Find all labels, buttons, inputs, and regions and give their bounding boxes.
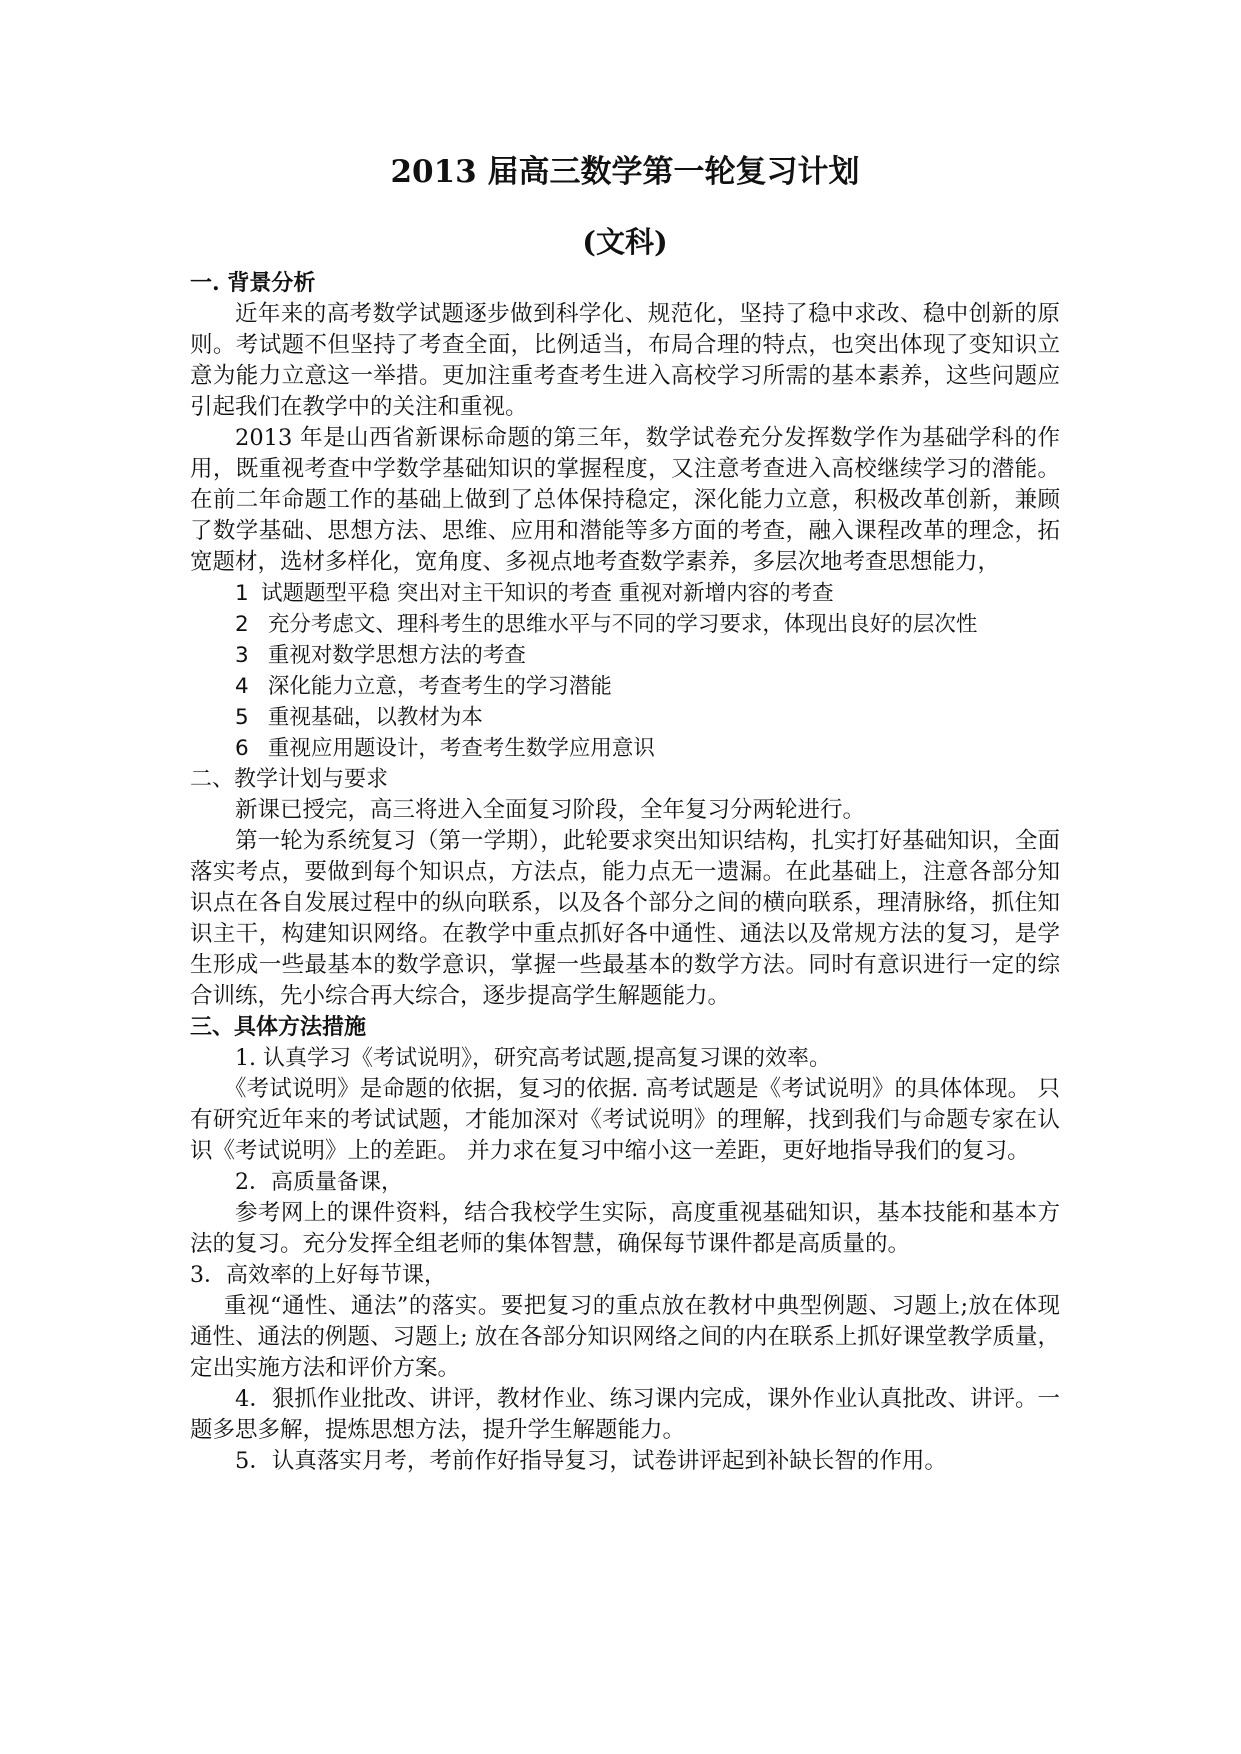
feature-list: [190, 578, 1060, 764]
section-teaching-plan: [190, 764, 1060, 1012]
list-item-number: 2: [235, 612, 249, 637]
paragraph: 2013 年是山西省新课标命题的第三年，数学试卷充分发挥数学作为基础学科的作用，既重视考查中学数学基础知识的掌握程度，又注意考查进入高校继续学习的潜能。在前二年命题工作的基础上做到了总体保持稳定，深化能力立意，积极改革创新，兼顾了数学基础、思想方法、思维、应用和潜能等多方面的考查，融入课程改革的理念，拓宽题材，选材多样化，宽角度、多视点地考查数学素养，多层次地考查思想能力，: [190, 425, 1060, 575]
list-item: [190, 733, 1060, 764]
section-background: [190, 268, 1060, 764]
paragraph: 近年来的高考数学试题逐步做到科学化、规范化，坚持了稳中求改、稳中创新的原则。考试题不但坚持了考查全面，比例适当，布局合理的特点，也突出体现了变知识立意为能力立意这一举措。更加注重考查考生进入高校学习所需的基本素养，这些问题应引起我们在教学中的关注和重视。: [190, 301, 1060, 420]
list-item-text: 重视对数学思想方法的考查: [261, 643, 526, 668]
paragraph: 参考网上的课件资料，结合我校学生实际，高度重视基础知识，基本技能和基本方法的复习。充分发挥全组老师的集体智慧，确保每节课件都是高质量的。: [190, 1200, 1060, 1257]
list-item: [190, 702, 1060, 733]
paragraph: 5．认真落实月考，考前作好指导复习，试卷讲评起到补缺长智的作用。: [235, 1448, 947, 1474]
paragraph: 重视“通性、通法”的落实。要把复习的重点放在教材中典型例题、习题上;放在体现通性、通法的例题、习题上; 放在各部分知识网络之间的内在联系上抓好课堂教学质量，定出实施方法和评价方案。: [190, 1293, 1060, 1381]
list-item: [190, 609, 1060, 640]
list-item-number: 5: [235, 705, 249, 730]
document-page: [190, 150, 1060, 1477]
paragraph: 第一轮为系统复习（第一学期），此轮要求突出知识结构，扎实打好基础知识，全面落实考点，要做到每个知识点，方法点，能力点无一遗漏。在此基础上，注意各部分知识点在各自发展过程中的纵向联系，以及各个部分之间的横向联系，理清脉络，抓住知识主干，构建知识网络。在教学中重点抓好各中通性、通法以及常规方法的复习，是学生形成一些最基本的数学意识，掌握一些最基本的数学方法。同时有意识进行一定的综合训练，先小综合再大综合，逐步提高学生解题能力。: [190, 828, 1060, 1009]
list-item-text: 试题题型平稳 突出对主干知识的考查 重视对新增内容的考查: [261, 581, 834, 606]
list-item: [190, 640, 1060, 671]
list-item-text: 深化能力立意，考查考生的学习潜能: [261, 674, 612, 699]
list-item: [190, 578, 1060, 609]
section-heading-teaching-plan: 二、教学计划与要求: [190, 767, 389, 792]
paragraph: 《考试说明》是命题的依据，复习的依据. 高考试题是《考试说明》的具体体现。 只有研究近年来的考试试题，才能加深对《考试说明》的理解，找到我们与命题专家在认识《考试说明》上的差距。 并力求在复习中缩小这一差距，更好地指导我们的复习。: [190, 1076, 1060, 1164]
paragraph: 新课已授完，高三将进入全面复习阶段，全年复习分两轮进行。: [235, 797, 866, 823]
method-item-heading: 3．高效率的上好每节课，: [190, 1263, 446, 1288]
document-subtitle: (文科): [582, 225, 668, 259]
list-item-text: 重视应用题设计，考查考生数学应用意识: [261, 736, 655, 761]
section-heading-methods: 三、具体方法措施: [190, 1014, 367, 1040]
paragraph: 4．狠抓作业批改、讲评，教材作业、练习课内完成，课外作业认真批改、讲评。一题多思多解，提炼思想方法，提升学生解题能力。: [190, 1386, 1060, 1443]
list-item: [190, 671, 1060, 702]
method-item-heading: 2．高质量备课，: [235, 1170, 403, 1195]
list-item-number: 4: [235, 674, 249, 699]
method-item-heading: 1. 认真学习《考试说明》，研究高考试题,提高复习课的效率。: [235, 1046, 831, 1071]
list-item-number: 6: [235, 736, 249, 761]
list-item-text: 重视基础，以教材为本: [261, 705, 483, 730]
section-methods: [190, 1012, 1060, 1477]
list-item-number: 3: [235, 643, 249, 668]
list-item-text: 充分考虑文、理科考生的思维水平与不同的学习要求，体现出良好的层次性: [261, 612, 978, 637]
list-item-number: 1: [235, 581, 249, 606]
document-title: 2013 届高三数学第一轮复习计划: [390, 154, 860, 190]
section-heading-background: 一. 背景分析: [190, 270, 316, 296]
